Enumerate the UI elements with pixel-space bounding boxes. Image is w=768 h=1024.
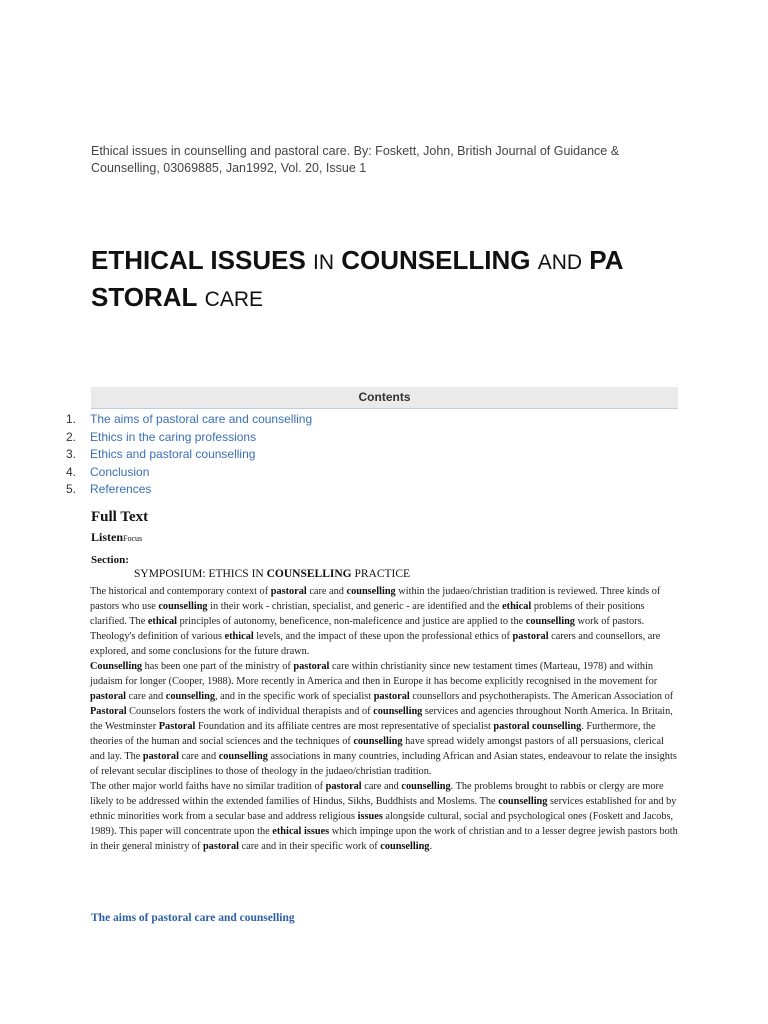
toc-item [66, 429, 466, 447]
section-title-prefix: SYMPOSIUM: ETHICS IN [134, 568, 267, 580]
toc-link-ethics-caring[interactable]: Ethics in the caring professions [90, 429, 257, 444]
subheading-link-aims[interactable]: The aims of pastoral care and counselling [91, 912, 295, 924]
article-title [91, 243, 691, 317]
listen-control[interactable] [91, 530, 142, 545]
toc-link-ethics-pastoral[interactable]: Ethics and pastoral counselling [90, 447, 256, 461]
toc-number: 3. [66, 447, 77, 461]
title-word: IN [313, 251, 335, 274]
toc-item [66, 446, 466, 464]
toc-link-conclusion[interactable]: Conclusion [90, 464, 150, 479]
title-word: AND [537, 251, 583, 274]
toc-number: 2. [66, 429, 77, 444]
focus-label[interactable]: Focus [123, 534, 143, 543]
section-title-suffix: PRACTICE [351, 568, 411, 580]
toc-number: 4. [66, 464, 77, 479]
toc-link-aims[interactable]: The aims of pastoral care and counselling [90, 412, 313, 426]
toc-item [66, 464, 466, 482]
toc-number: 5. [66, 482, 77, 496]
full-text-heading: Full Text [91, 509, 149, 525]
title-word: CARE [204, 288, 264, 311]
body-paragraph: Counselling has been one part of the ministry of pastoral care within christianity since new testament times (Marteau, 1978) and within judaism for longer (Cooper, 1988). More recently in America and then in Europe it has become explicitly recognised in the movement for pastoral care and counselling, and in the specific work of specialist pastoral counsellors and psychotherapists. The American Association of Pastoral Counselors fosters the work of individual therapists and of counselling services and agencies throughout North America. In Britain, the Westminster Pastoral Foundation and its affiliate centres are most representative of specialist pastoral counselling. Furthermore, the theories of the human and social sciences and the techniques of counselling have spread widely amongst pastors of all persuasions, clerical and lay. The pastoral care and counselling associations in many countries, including African and Asian states, endeavour to relate the insights of relevant secular disciplines to those of theology in the judaeo/christian tradition. [90, 661, 677, 777]
citation: Ethical issues in counselling and pastoral care. By: Foskett, John, British Journal of Guidance & Counselling, 03069885, Jan1992, Vol. 20, Issue 1 [91, 144, 620, 175]
section-label: Section: [91, 554, 129, 566]
title-word: PA STORAL [91, 245, 623, 312]
body-paragraph: The other major world faiths have no similar tradition of pastoral care and counselling. The problems brought to rabbis or clergy are more likely to be addressed within the extended families of Hindus, Sikhs, Buddhists and Moslems. The counselling services established for and by ethnic minorities work from a secular base and address religious issues alongside cultural, social and psychological ones (Foskett and Jacobs, 1989). This paper will concentrate upon the ethical issues which impinge upon the work of christian and to a lesser degree jewish pastors both in their general ministry of pastoral care and in their specific work of counselling. [90, 781, 678, 852]
article-body [90, 584, 678, 854]
section-title-bold: COUNSELLING [266, 568, 352, 580]
toc-item [66, 481, 466, 499]
listen-label: Listen [91, 530, 124, 544]
body-paragraph: The historical and contemporary context of pastoral care and counselling within the judaeo/christian tradition is reviewed. Three kinds of pastors who use counselling in their work - christian, specialist, and generic - are identified and the ethical problems of their positions clarified. The ethical principles of autonomy, beneficence, non-maleficence and justice are applied to the counselling work of pastors. Theology's definition of various ethical levels, and the impact of these upon the professional ethics of pastoral carers and counsellors, are explored, and some conclusions for the future drawn. [90, 586, 661, 657]
title-word: COUNSELLING [341, 245, 531, 275]
toc-link-references[interactable]: References [90, 482, 152, 496]
table-of-contents [66, 411, 466, 499]
toc-item [66, 411, 466, 429]
contents-heading: Contents [91, 387, 678, 409]
toc-number: 1. [66, 412, 77, 426]
title-word: ETHICAL ISSUES [91, 245, 306, 275]
section-title [134, 568, 410, 580]
